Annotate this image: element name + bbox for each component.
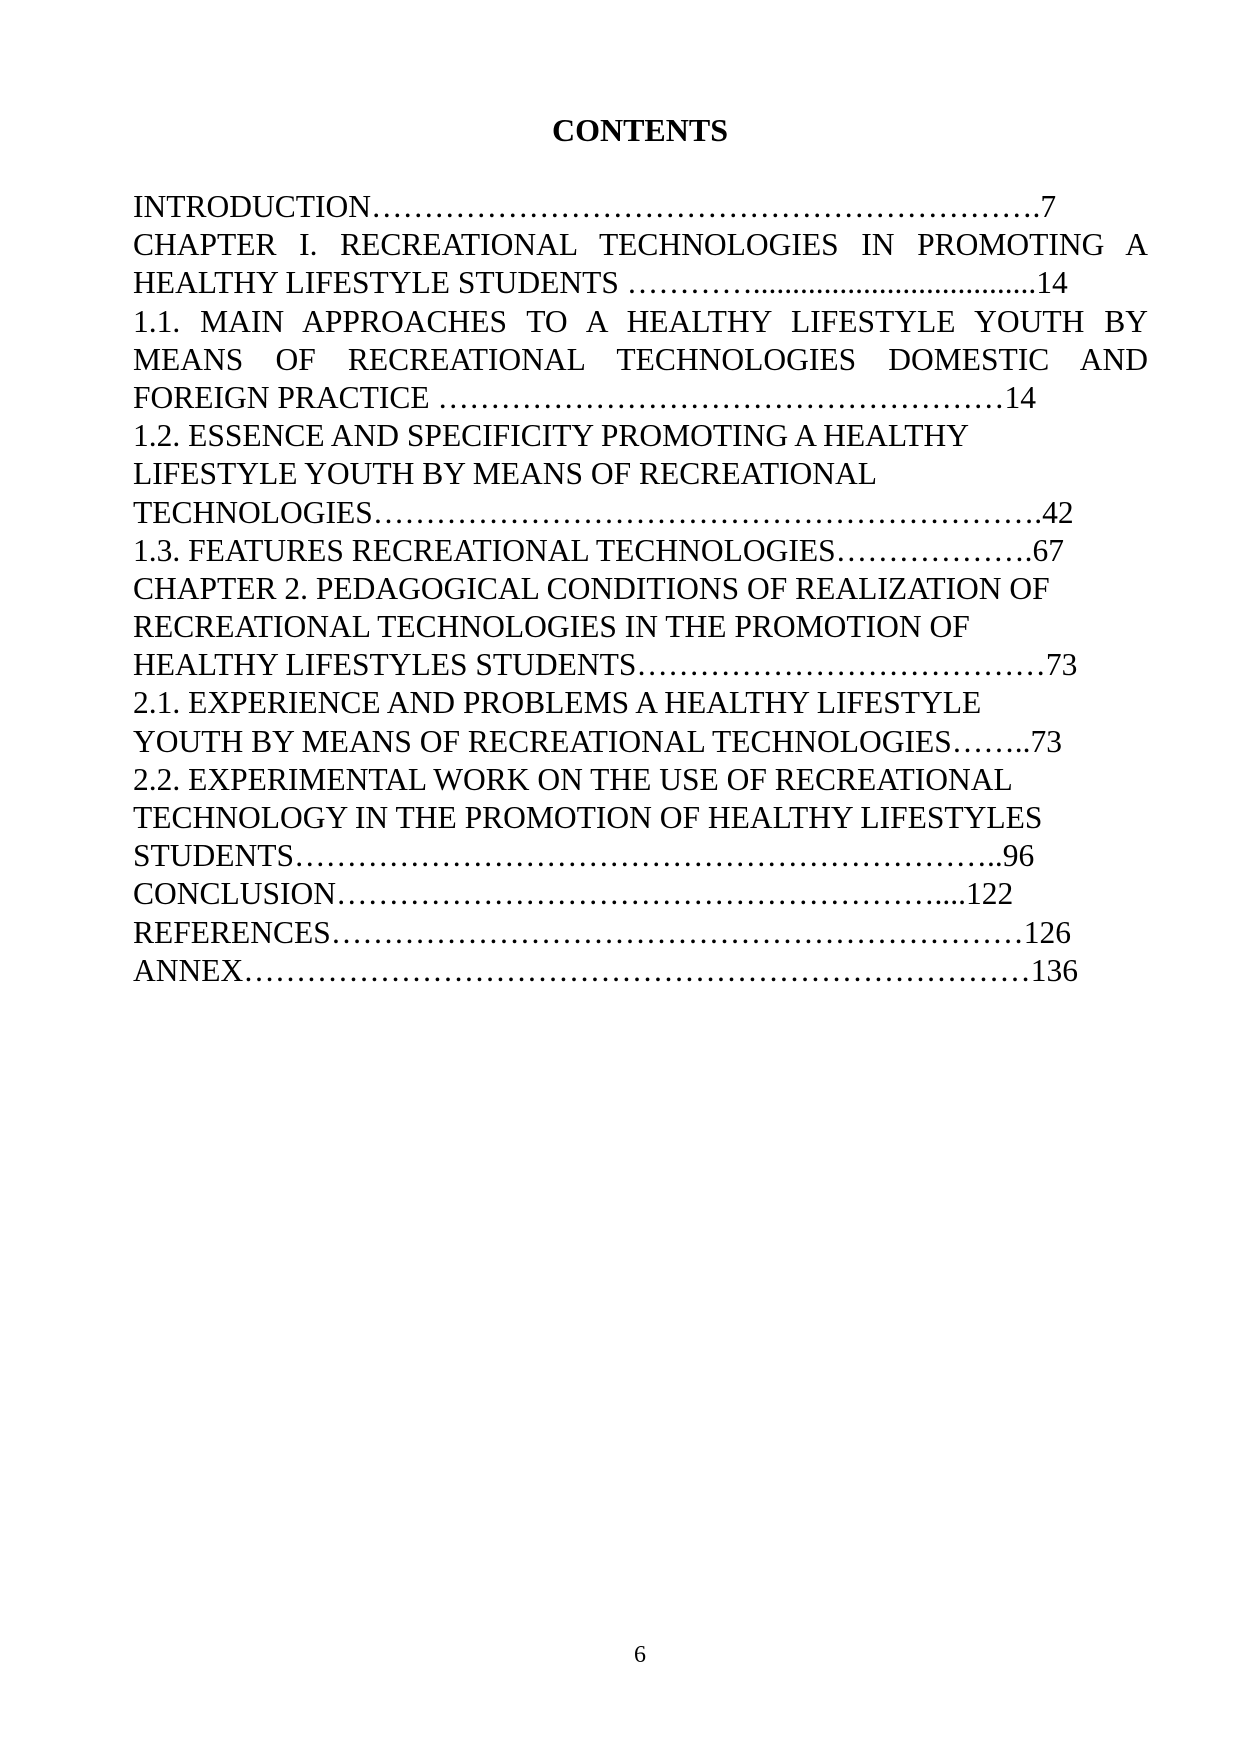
page-title: CONTENTS (551, 112, 729, 148)
toc-line-section-2-2-cont: TECHNOLOGY IN THE PROMOTION OF HEALTHY LIFESTYLES (133, 800, 1043, 835)
toc-line-conclusion: CONCLUSION…………………………………………………....122 (133, 876, 1014, 912)
toc-line-section-1-1-end: FOREIGN PRACTICE ………………………………………………14 (133, 379, 1037, 415)
toc-line-section-1-1-cont: MEANS OF RECREATIONAL TECHNOLOGIES DOMESTIC AND (133, 341, 1148, 377)
toc-line-annex: ANNEX…………………………………………………………………136 (133, 952, 1078, 988)
toc-line-introduction: INTRODUCTION……………………………………………………….7 (133, 189, 1057, 224)
toc-line-chapter-2-title: CHAPTER 2. PEDAGOGICAL CONDITIONS OF REALIZATION OF (133, 570, 1050, 606)
toc-line-chapter-1-title-cont: HEALTHY LIFESTYLE STUDENTS …………....................................14 (133, 265, 1068, 301)
toc-line-chapter-2-title-end: HEALTHY LIFESTYLES STUDENTS…………………………………73 (133, 647, 1078, 683)
toc-line-section-2-2: 2.2. EXPERIMENTAL WORK ON THE USE OF RECREATIONAL (133, 761, 1013, 797)
toc-line-section-2-1: 2.1. EXPERIENCE AND PROBLEMS A HEALTHY LIFESTYLE (133, 685, 982, 721)
toc-line-section-1-2-cont: LIFESTYLE YOUTH BY MEANS OF RECREATIONAL (133, 456, 878, 492)
toc-line-chapter-1-title: CHAPTER I. RECREATIONAL TECHNOLOGIES IN PROMOTING A (133, 227, 1148, 263)
toc-line-chapter-2-title-cont: RECREATIONAL TECHNOLOGIES IN THE PROMOTION OF (133, 609, 970, 645)
toc-line-section-1-2-end: TECHNOLOGIES……………………………………………………….42 (133, 494, 1074, 530)
toc-line-section-1-1: 1.1. MAIN APPROACHES TO A HEALTHY LIFESTYLE YOUTH BY (133, 303, 1148, 339)
toc-line-section-2-2-end: STUDENTS…………………………………………………………..96 (133, 838, 1035, 874)
toc-line-section-1-2: 1.2. ESSENCE AND SPECIFICITY PROMOTING A HEALTHY (133, 418, 969, 454)
toc-line-section-1-3: 1.3. FEATURES RECREATIONAL TECHNOLOGIES……………….67 (133, 532, 1065, 568)
toc-line-section-2-1-end: YOUTH BY MEANS OF RECREATIONAL TECHNOLOGIES……..73 (133, 723, 1062, 759)
table-of-contents (133, 188, 1148, 990)
toc-line-references: REFERENCES…………………………………………………………126 (133, 914, 1072, 950)
page-number: 6 (634, 1642, 646, 1668)
